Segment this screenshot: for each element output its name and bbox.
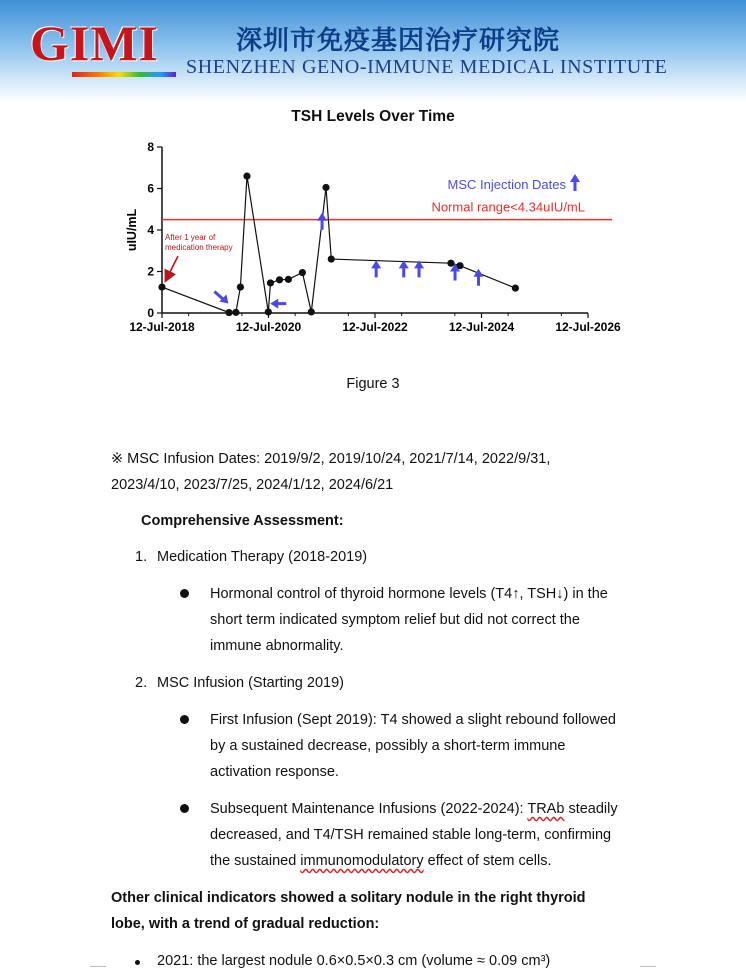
y-tick-label: 0	[147, 306, 154, 320]
data-point	[267, 279, 274, 286]
paragraph-line: lobe, with a trend of gradual reduction:	[111, 916, 380, 932]
text-span: Subsequent Maintenance Infusions (2022-2024):	[210, 801, 528, 817]
list-title-2: MSC Infusion (Starting 2019)	[157, 675, 344, 691]
x-tick-label: 12-Jul-2024	[448, 320, 515, 334]
y-tick-label: 4	[147, 223, 154, 237]
data-point	[158, 283, 165, 290]
other-indicators-paragraph	[111, 885, 641, 937]
data-point	[285, 276, 292, 283]
infusion-dates-line2: 2023/4/10, 2023/7/25, 2024/1/12, 2024/6/21	[111, 477, 394, 493]
data-point	[322, 184, 329, 191]
annotation-line-1: After 1 year of	[165, 233, 216, 242]
data-point	[512, 285, 519, 292]
institute-header	[0, 0, 746, 102]
gimi-logo	[30, 14, 180, 76]
data-point	[328, 255, 335, 262]
bullet-line: Hormonal control of thyroid hormone levels (T4↑, TSH↓) in the	[210, 586, 608, 602]
data-point	[237, 283, 244, 290]
data-point	[308, 308, 315, 315]
injection-arrow	[214, 292, 223, 300]
bullet	[180, 589, 189, 598]
tsh-chart	[0, 130, 746, 360]
x-tick-label: 12-Jul-2018	[129, 320, 195, 334]
bullet-text-2	[210, 707, 616, 785]
infusion-dates-paragraph	[111, 446, 631, 498]
injection-arrow	[399, 260, 409, 277]
injection-legend-arrow	[570, 174, 580, 191]
bullet-text-3	[210, 796, 618, 874]
list-number-1: 1.	[135, 549, 148, 565]
injection-arrow	[414, 260, 424, 277]
assessment-heading: Comprehensive Assessment:	[141, 513, 344, 529]
injection-arrow	[270, 299, 286, 309]
injection-arrow	[317, 213, 327, 230]
text-span: steadily	[564, 801, 618, 817]
data-point	[276, 276, 283, 283]
bullet	[135, 960, 140, 965]
chart-title: TSH Levels Over Time	[291, 108, 455, 125]
data-point	[225, 309, 232, 316]
bullet-line: by a sustained decrease, possibly a short-term immune	[210, 738, 566, 754]
bullet-line: immune abnormality.	[210, 638, 344, 654]
x-tick-label: 12-Jul-2020	[235, 320, 302, 334]
bullet-line	[210, 796, 618, 822]
reference-line-label: Normal range<4.34uIU/mL	[431, 199, 585, 215]
data-point	[265, 308, 272, 315]
bullet-line: short term indicated symptom relief but did not correct the	[210, 612, 580, 628]
annotation-arrow	[166, 256, 178, 280]
annotation-group	[165, 233, 233, 280]
reference-line-group	[162, 200, 612, 220]
bullet	[180, 804, 189, 813]
logo-text: GIMI	[30, 15, 159, 71]
data-point	[447, 260, 454, 267]
y-tick-label: 2	[147, 264, 154, 279]
bullet-line: decreased, and T4/TSH remained stable long-term, confirming	[210, 827, 612, 843]
data-point	[232, 309, 239, 316]
figure-caption: Figure 3	[346, 376, 400, 392]
infusion-dates-line1: ※ MSC Infusion Dates: 2019/9/2, 2019/10/24, 2021/7/14, 2022/9/31,	[111, 451, 551, 467]
text-span: effect of stem cells.	[423, 853, 552, 869]
text-span: the sustained	[210, 853, 301, 869]
x-tick-label: 12-Jul-2022	[342, 320, 408, 334]
paragraph-line: Other clinical indicators showed a solitary nodule in the right thyroid	[111, 890, 586, 906]
bullet-line	[210, 848, 618, 874]
nodule-item: 2021: the largest nodule 0.6×0.5×0.3 cm (volume ≈ 0.09 cm³)	[157, 953, 551, 969]
bullet	[180, 715, 189, 724]
bullet-line: First Infusion (Sept 2019): T4 showed a slight rebound followed	[210, 712, 616, 728]
injection-arrow	[371, 260, 381, 277]
injection-legend-label: MSC Injection Dates	[447, 177, 566, 192]
logo-rainbow-bar	[72, 72, 176, 77]
page-corner-mark	[90, 966, 106, 967]
y-axis-label: uIU/mL	[125, 208, 139, 252]
bullet-text-1	[210, 581, 608, 659]
list-number-2: 2.	[135, 675, 148, 691]
institute-name-chinese: 深圳市免疫基因治疗研究院	[236, 26, 561, 56]
list-title-1: Medication Therapy (2018-2019)	[157, 549, 368, 565]
institute-name-english: SHENZHEN GENO-IMMUNE MEDICAL INSTITUTE	[186, 56, 668, 78]
spellcheck-word: immunomodulatory	[300, 853, 424, 869]
x-tick-label: 12-Jul-2026	[555, 320, 621, 334]
data-point	[299, 269, 306, 276]
injection-arrows-group	[214, 174, 580, 309]
y-tick-label: 6	[147, 181, 154, 196]
bullet-line: activation response.	[210, 764, 339, 780]
spellcheck-word: TRAb	[527, 801, 565, 817]
page-corner-mark	[640, 966, 656, 967]
annotation-line-2: medication therapy	[165, 243, 233, 252]
y-tick-label: 8	[147, 140, 154, 154]
data-point	[243, 172, 250, 179]
